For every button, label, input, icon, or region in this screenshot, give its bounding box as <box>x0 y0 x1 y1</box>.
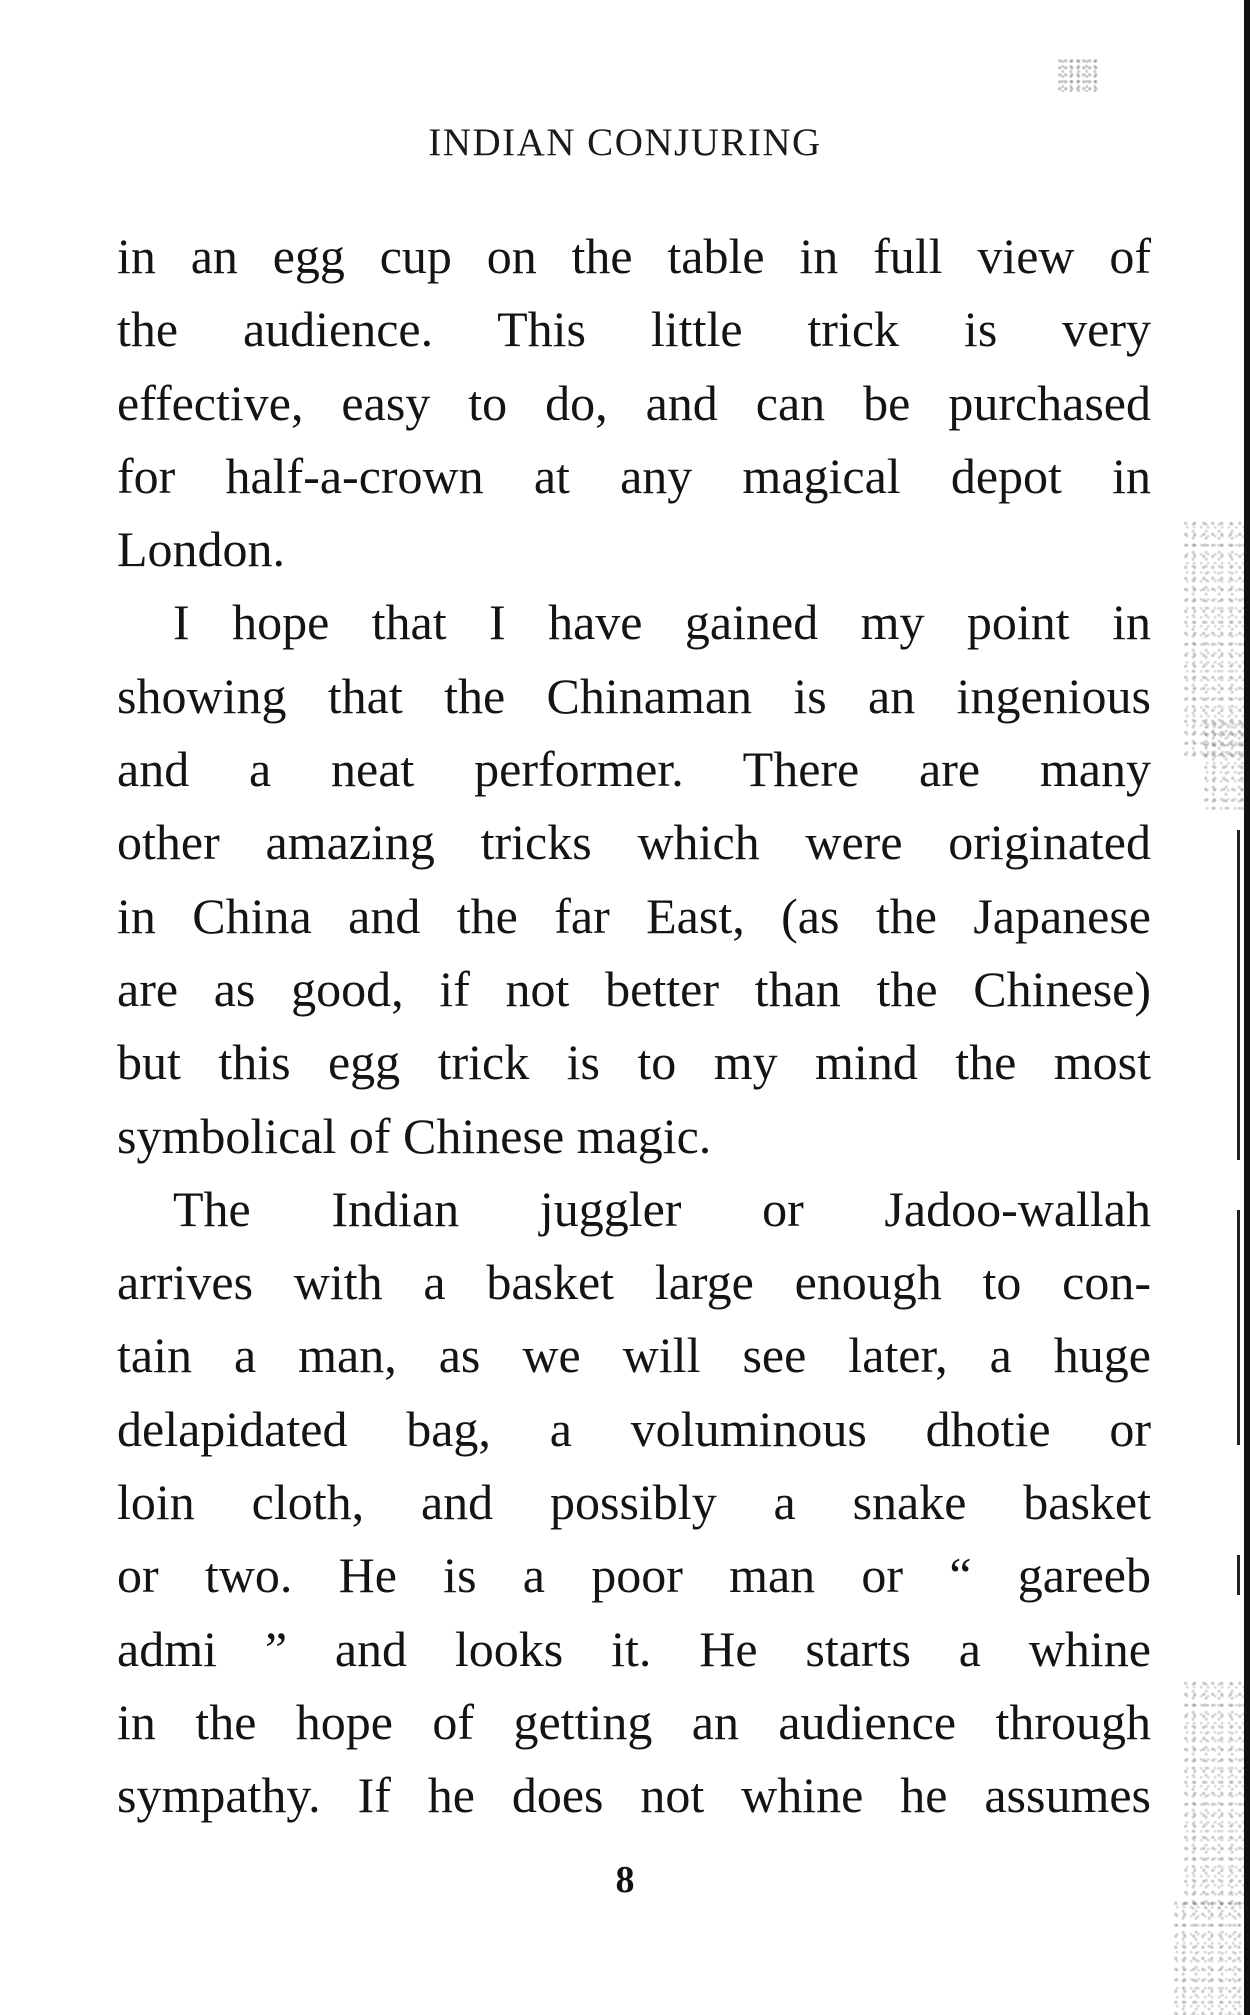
text-line: effective, easy to do, and can be purchased <box>117 374 1151 431</box>
scan-edge-mark <box>1237 1555 1240 1595</box>
text-line: in an egg cup on the table in full view of <box>117 228 1151 284</box>
scan-smudge <box>1058 58 1098 92</box>
text-line: sympathy. If he does not whine he assumes <box>117 1767 1151 1824</box>
page-number: 8 <box>615 1859 635 1901</box>
text-line: loin cloth, and possibly a snake basket <box>117 1474 1151 1531</box>
scan-speckle <box>1174 1900 1244 2015</box>
text-line: but this egg trick is to my mind the most <box>117 1034 1151 1091</box>
page-edge-border <box>1244 0 1250 2015</box>
text-line: and a neat performer. There are many <box>117 741 1151 798</box>
text-line: I hope that I have gained my point in <box>173 594 1151 651</box>
text-line: are as good, if not better than the Chinese) <box>117 960 1151 1017</box>
text-line: London. <box>117 521 286 578</box>
text-line: showing that the Chinaman is an ingenious <box>117 667 1151 724</box>
body-text <box>117 220 1151 1833</box>
text-line: other amazing tricks which were originated <box>117 814 1151 871</box>
running-head: INDIAN CONJURING <box>428 121 822 164</box>
text-line: The Indian juggler or Jadoo-wallah <box>173 1180 1151 1237</box>
scan-edge-mark <box>1237 1210 1240 1445</box>
scan-edge-mark <box>1237 830 1240 1160</box>
text-line: the audience. This little trick is very <box>117 301 1151 358</box>
text-line: symbolical of Chinese magic. <box>117 1107 712 1164</box>
text-line: or two. He is a poor man or “ gareeb <box>117 1547 1151 1604</box>
text-line: in the hope of getting an audience through <box>117 1693 1151 1750</box>
text-line: in China and the far East, (as the Japanese <box>117 887 1151 944</box>
text-line: admi ” and looks it. He starts a whine <box>117 1620 1151 1677</box>
text-line: for half-a-crown at any magical depot in <box>117 447 1151 504</box>
text-line: tain a man, as we will see later, a huge <box>117 1327 1151 1384</box>
text-line: arrives with a basket large enough to con- <box>117 1254 1151 1311</box>
text-line: delapidated bag, a voluminous dhotie or <box>117 1400 1151 1457</box>
scan-speckle <box>1204 720 1244 810</box>
